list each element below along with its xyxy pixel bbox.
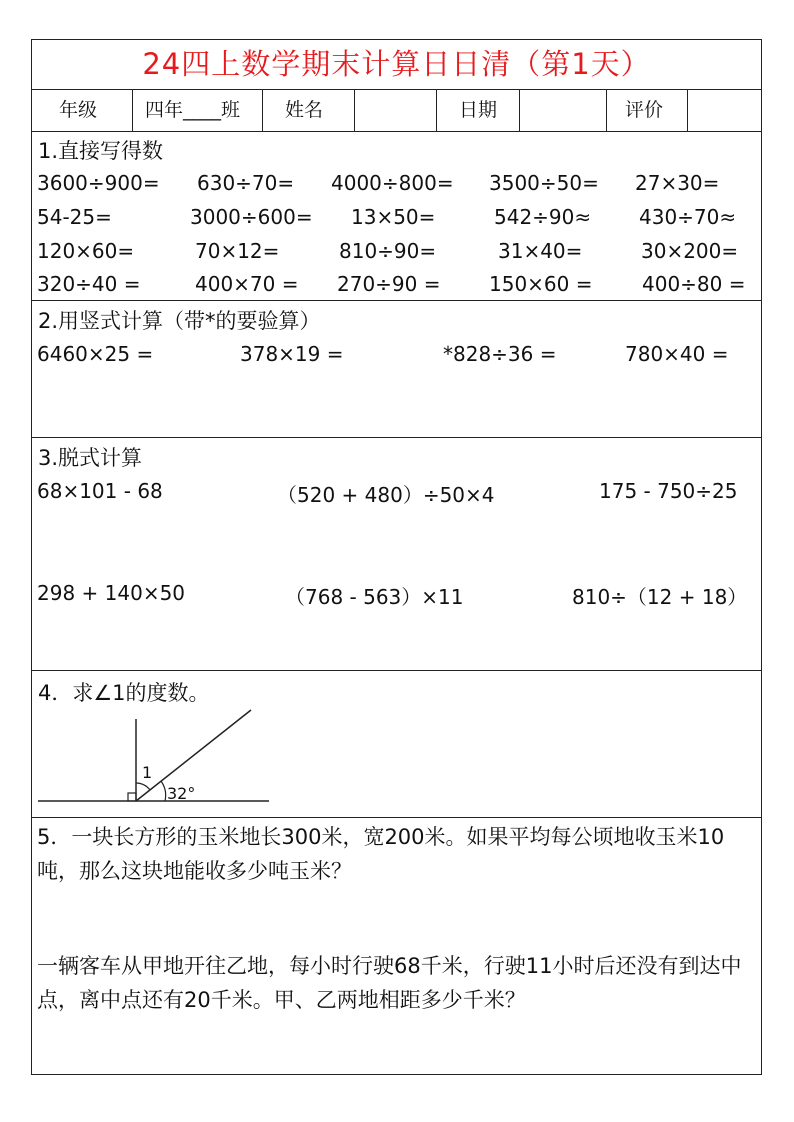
- expression: 430÷70≈: [639, 205, 737, 229]
- expression: 6460×25 =: [37, 342, 154, 366]
- section-direct-answers: [32, 131, 761, 301]
- evaluation-field[interactable]: [688, 89, 761, 131]
- expression: 31×40=: [498, 239, 583, 263]
- angle32-arc: [161, 781, 166, 801]
- angle-1-label: 1: [142, 763, 153, 782]
- evaluation-label: 评价: [607, 89, 688, 131]
- section-angle-problem: [32, 671, 761, 818]
- expression: *828÷36 =: [443, 342, 557, 366]
- expression: 30×200=: [641, 239, 739, 263]
- expression: 378×19 =: [240, 342, 344, 366]
- expression: 68×101 - 68: [37, 479, 163, 503]
- class-field[interactable]: 四年____班: [133, 89, 263, 131]
- expression: 270÷90 =: [337, 272, 441, 296]
- expression: 810÷（12 + 18）: [572, 585, 748, 609]
- section4-heading: 4．求∠1的度数。: [38, 681, 210, 705]
- section3-heading: 3.脱式计算: [38, 446, 143, 470]
- expression: 780×40 =: [625, 342, 729, 366]
- section-word-problems: [32, 818, 761, 1074]
- name-field[interactable]: [355, 89, 437, 131]
- expression: 3000÷600=: [190, 205, 313, 229]
- expression: 400×70 =: [195, 272, 299, 296]
- expression: 13×50=: [351, 205, 436, 229]
- worksheet-title: 24四上数学期末计算日日清（第1天）: [32, 40, 761, 90]
- word-problem-2: 一辆客车从甲地开往乙地，每小时行驶68千米，行驶11小时后还没有到达中点，离中点还有20千米。甲、乙两地相距多少千米？: [37, 954, 742, 1012]
- expression: 3600÷900=: [37, 171, 160, 195]
- angle1-arc: [136, 783, 150, 790]
- expression: 70×12=: [195, 239, 280, 263]
- right-angle-mark: [128, 793, 136, 801]
- expression: 27×30=: [635, 171, 720, 195]
- grade-label: 年级: [32, 89, 133, 131]
- expression: （768 - 563）×11: [285, 585, 464, 609]
- expression: 120×60=: [37, 239, 135, 263]
- section1-heading: 1.直接写得数: [38, 139, 164, 163]
- expression: 54-25=: [37, 205, 112, 229]
- worksheet: [31, 39, 762, 1075]
- angle-diagram: [32, 671, 292, 818]
- expression: 175 - 750÷25: [599, 479, 738, 503]
- expression: 810÷90=: [339, 239, 437, 263]
- expression: 3500÷50=: [489, 171, 599, 195]
- expression: 4000÷800=: [331, 171, 454, 195]
- section2-heading: 2.用竖式计算（带*的要验算）: [38, 309, 321, 333]
- info-row: [32, 89, 761, 132]
- expression: 150×60 =: [489, 272, 593, 296]
- section-step-calculation: [32, 438, 761, 671]
- angle-32-label: 32°: [167, 784, 196, 803]
- word-problem-1: 5．一块长方形的玉米地长300米，宽200米。如果平均每公顷地收玉米10吨，那么这块地能收多少吨玉米？: [37, 825, 725, 883]
- expression: 298 + 140×50: [37, 581, 186, 605]
- section-vertical-calculation: [32, 301, 761, 438]
- expression: 320÷40 =: [37, 272, 141, 296]
- expression: 542÷90≈: [494, 205, 592, 229]
- date-field[interactable]: [520, 89, 607, 131]
- name-label: 姓名: [263, 89, 355, 131]
- expression: 630÷70=: [197, 171, 295, 195]
- expression: 400÷80 =: [642, 272, 746, 296]
- expression: （520 + 480）÷50×4: [277, 483, 495, 507]
- date-label: 日期: [437, 89, 520, 131]
